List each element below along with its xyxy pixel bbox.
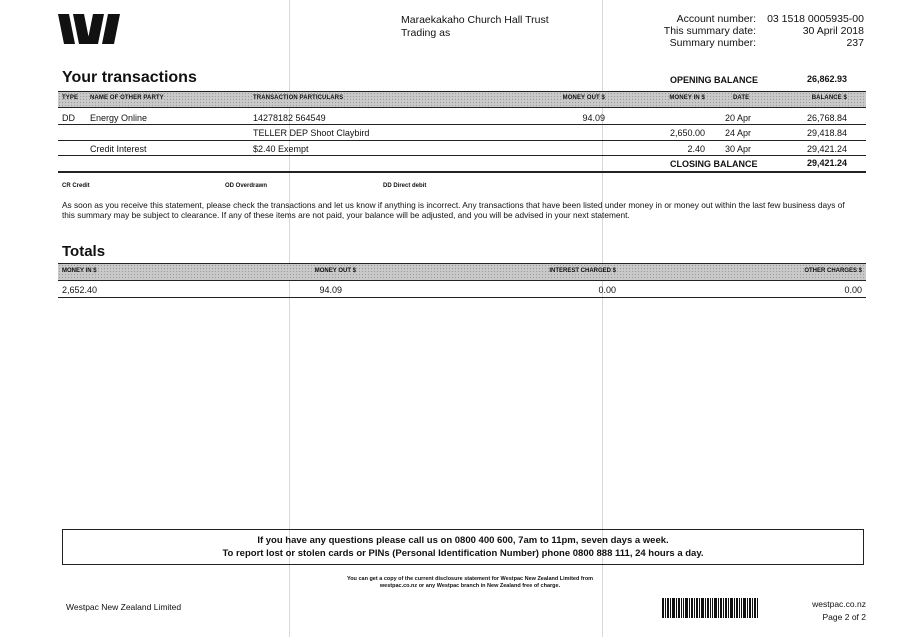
help-line-2: To report lost or stolen cards or PINs (Personal Identification Number) phone 0800 888 111, 24 hours a day. [222,548,704,559]
footer-right [790,598,866,624]
row-type: DD [62,113,75,123]
footer-page: Page 2 of 2 [822,612,866,622]
summary-number-label: Summary number: [669,37,756,49]
row-divider [58,140,866,141]
closing-divider [58,171,866,173]
account-labels [620,13,756,49]
row-particulars: $2.40 Exempt [253,144,309,154]
row-money-in: 2.40 [687,144,705,154]
barcode-icon [662,598,758,618]
account-holder [401,14,549,40]
header-type: TYPE [62,95,79,101]
row-date: 24 Apr [725,128,752,138]
opening-balance-label: OPENING BALANCE [670,75,759,85]
footer-company: Westpac New Zealand Limited [66,602,182,612]
footer-website[interactable]: westpac.co.nz [812,599,866,609]
trading-as: Trading as [401,27,451,39]
header-particulars: TRANSACTION PARTICULARS [253,95,344,101]
account-number: 03 1518 0005935-00 [767,13,864,25]
totals-divider [58,297,866,298]
help-line-1: If you have any questions please call us on 0800 400 600, 7am to 11pm, seven days a week. [257,535,669,546]
header-balance: BALANCE $ [811,95,847,101]
row-balance: 29,418.84 [806,128,847,138]
row-particulars: 14278182 564549 [253,113,326,123]
totals-title: Totals [62,243,106,260]
totals-other: 0.00 [844,285,862,295]
totals-header-bar [58,263,866,281]
row-party: Credit Interest [90,144,147,154]
totals-header-money-out: MONEY OUT $ [314,268,356,274]
row-divider [58,155,866,156]
legend-cr: CR Credit [62,183,90,189]
closing-balance-label: CLOSING BALANCE [670,159,758,169]
account-number-label: Account number: [676,13,756,25]
row-date: 20 Apr [725,113,752,123]
transactions-title: Your transactions [62,69,197,86]
totals-header-interest: INTEREST CHARGED $ [549,268,616,274]
header-date: DATE [733,95,750,101]
row-date: 30 Apr [725,144,752,154]
totals-money-in: 2,652.40 [62,285,98,295]
opening-balance-value: 26,862.93 [806,74,847,84]
header-money-in: MONEY IN $ [669,95,705,101]
header-money-out: MONEY OUT $ [562,95,605,101]
row-divider [58,124,866,125]
row-money-out: 94.09 [582,113,605,123]
legend-dd: DD Direct debit [383,183,427,189]
disclosure-line-1: You can get a copy of the current disclosure statement for Westpac New Zealand Limited from [346,576,594,582]
row-money-in: 2,650.00 [669,128,705,138]
account-name: Maraekakaho Church Hall Trust [401,14,549,26]
totals-header-other: OTHER CHARGES $ [804,268,862,274]
legend-od: OD Overdrawn [225,183,268,189]
summary-date: 30 April 2018 [802,25,864,37]
closing-balance-value: 29,421.24 [806,158,847,168]
help-box [62,529,864,565]
row-balance: 26,768.84 [806,113,847,123]
summary-number: 237 [846,37,864,49]
disclosure-note [300,576,640,590]
disclosure-line-2: westpac.co.nz or any Westpac branch in New Zealand free of charge. [379,583,561,589]
header-party: NAME OF OTHER PARTY [90,95,164,101]
clearance-notice: As soon as you receive this statement, please check the transactions and let us know if anything is incorrect. Any transactions that have been listed under money in or money out within the last few business days of this summary may be subject to clearance. If any of these items are not paid, your balance will be adjusted, and you will be advised in your next statement. [62,200,845,220]
westpac-logo-icon [58,14,124,44]
row-balance: 29,421.24 [806,144,847,154]
totals-header-money-in: MONEY IN $ [62,268,97,274]
row-particulars: TELLER DEP Shoot Claybird [253,128,370,138]
summary-date-label: This summary date: [663,25,756,37]
row-party: Energy Online [90,113,148,123]
totals-money-out: 94.09 [319,285,342,295]
account-values [760,13,864,49]
totals-interest: 0.00 [598,285,616,295]
